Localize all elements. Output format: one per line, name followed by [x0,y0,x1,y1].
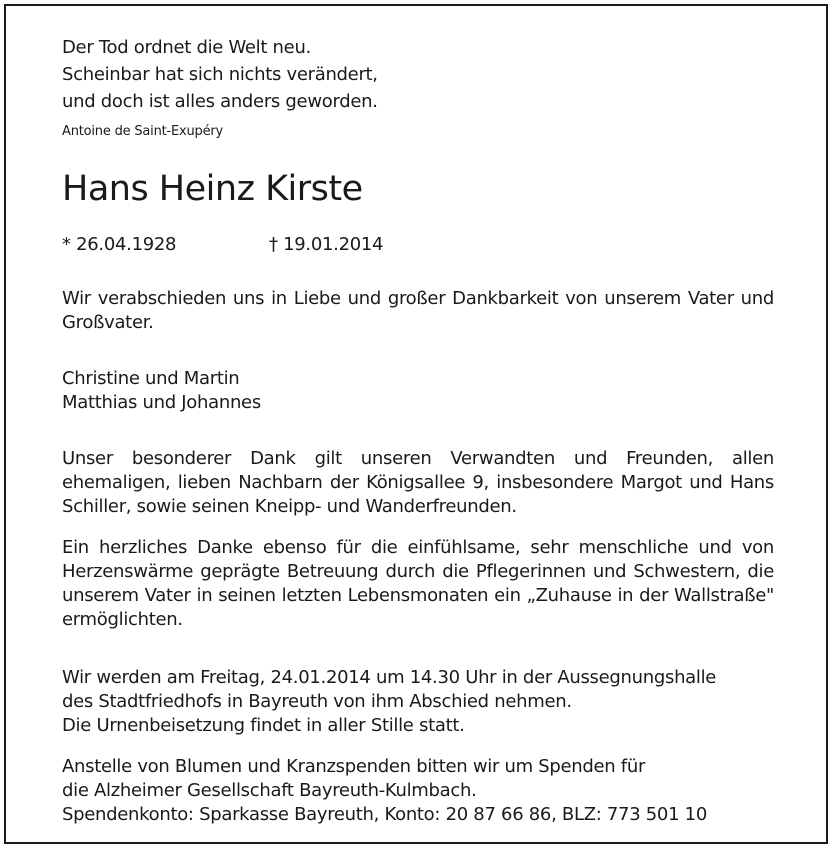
farewell-paragraph: Wir verabschieden uns in Liebe und großer Dankbarkeit von unserem Vater und Großvater. [62,288,774,333]
deceased-name: Hans Heinz Kirste [62,169,363,209]
family-line: Christine und Martin [62,368,240,389]
service-info [62,666,774,738]
quote-author: Antoine de Saint-Exupéry [62,124,224,139]
family-names [62,367,774,415]
thanks-paragraph: Unser besonderer Dank gilt unseren Verwandten und Freunden, allen ehemaligen, lieben Nachbarn der Königsallee 9, insbesondere Margot und Hans Schiller, sowie seinen Kneipp- und Wanderfreunden. [62,448,774,517]
service-line: des Stadtfriedhofs in Bayreuth von ihm Abschied nehmen. [62,691,572,712]
death-date: † 19.01.2014 [269,234,384,255]
family-line: Matthias und Johannes [62,392,261,413]
obituary-content [62,34,774,827]
life-dates [62,234,774,255]
quote-line: und doch ist alles anders geworden. [62,91,378,112]
quote-block [62,34,774,115]
donation-line: Anstelle von Blumen und Kranzspenden bitten wir um Spenden für [62,756,646,777]
quote-line: Der Tod ordnet die Welt neu. [62,37,311,58]
quote-line: Scheinbar hat sich nichts verändert, [62,64,378,85]
donation-info [62,755,774,827]
birth-date: * 26.04.1928 [62,234,177,255]
donation-line: Spendenkonto: Sparkasse Bayreuth, Konto: 20 87 66 86, BLZ: 773 501 10 [62,804,707,825]
donation-line: die Alzheimer Gesellschaft Bayreuth-Kulmbach. [62,780,477,801]
service-line: Die Urnenbeisetzung findet in aller Stille statt. [62,715,465,736]
care-thanks-paragraph: Ein herzliches Danke ebenso für die einfühlsame, sehr menschliche und von Herzenswärme geprägte Betreuung durch die Pflegerinnen und Schwestern, die unserem Vater in seinen letzten Lebensmonaten ein „Zuhause in der Wallstraße" ermöglichten. [62,537,774,630]
service-line: Wir werden am Freitag, 24.01.2014 um 14.30 Uhr in der Aussegnungshalle [62,667,717,688]
